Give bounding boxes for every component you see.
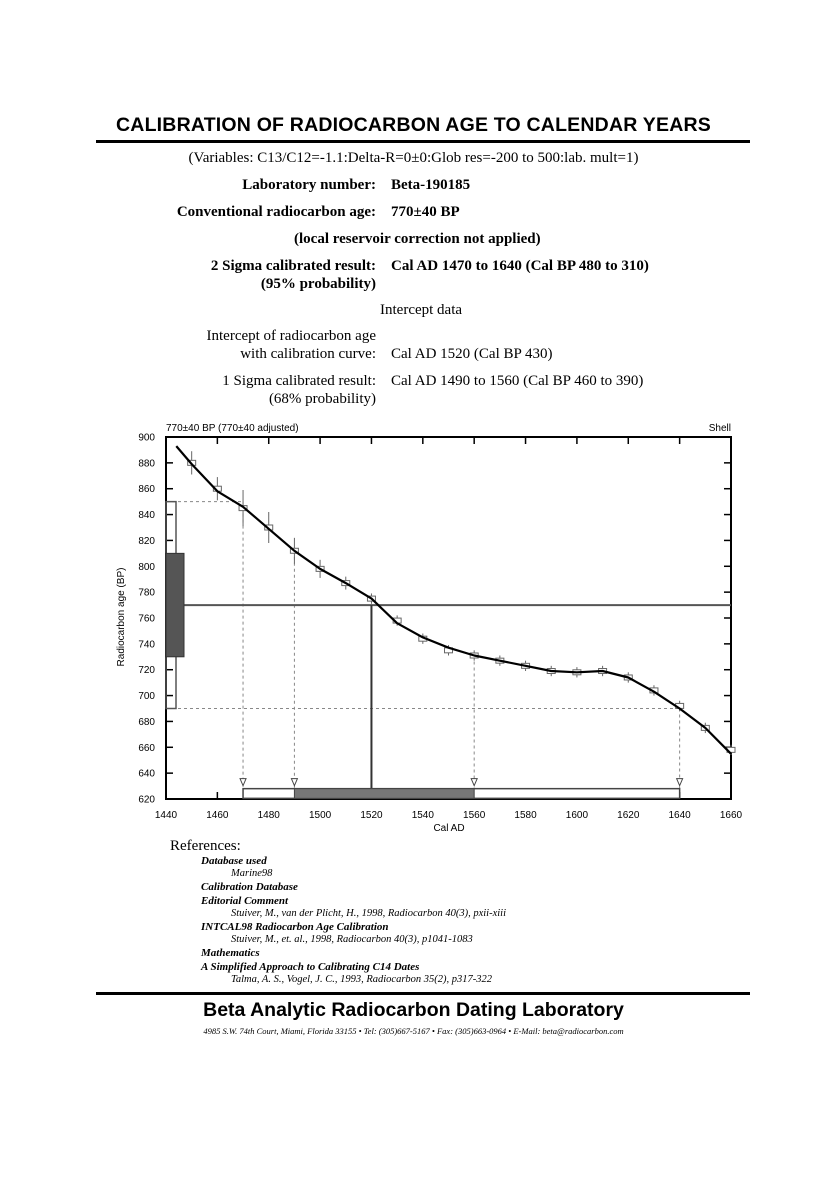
reference-title: A Simplified Approach to Calibrating C14 Dates xyxy=(201,960,420,973)
x-tick-label: 1580 xyxy=(514,810,537,821)
two-sigma-label: 2 Sigma calibrated result: xyxy=(210,258,376,274)
chart-top-left-label: 770±40 BP (770±40 adjusted) xyxy=(166,423,299,434)
x-tick-label: 1640 xyxy=(668,810,691,821)
y-tick-label: 720 xyxy=(138,665,155,677)
y-tick-label: 740 xyxy=(138,639,155,651)
footer-lab-name: Beta Analytic Radiocarbon Dating Laboratory xyxy=(203,999,624,1021)
range-marker xyxy=(677,779,683,786)
reference-text: Stuiver, M., et. al., 1998, Radiocarbon 40(3), p1041-1083 xyxy=(231,934,473,946)
intercept-label-2: with calibration curve: xyxy=(240,346,376,362)
x-tick-label: 1540 xyxy=(411,810,434,821)
range-marker xyxy=(471,779,477,786)
y-tick-label: 780 xyxy=(138,587,155,599)
reference-title: Calibration Database xyxy=(201,881,298,894)
x-tick-label: 1660 xyxy=(719,810,743,821)
reservoir-note: (local reservoir correction not applied) xyxy=(294,231,541,247)
x-tick-label: 1460 xyxy=(206,810,229,821)
y-tick-label: 860 xyxy=(138,484,155,496)
reference-title: INTCAL98 Radiocarbon Age Calibration xyxy=(201,921,389,933)
y-tick-label: 840 xyxy=(138,510,155,522)
lab-number-label: Laboratory number: xyxy=(242,177,376,193)
x-tick-label: 1500 xyxy=(308,810,332,821)
footer-address: 4985 S.W. 74th Court, Miami, Florida 33155 • Tel: (305)667-5167 • Fax: (305)663-0964 • E-Mail: beta@radiocarbon.com xyxy=(203,1026,624,1036)
y-tick-label: 800 xyxy=(138,561,155,573)
reference-title: Editorial Comment xyxy=(201,894,289,907)
reference-text: Talma, A. S., Vogel, J. C., 1993, Radiocarbon 35(2), p317-322 xyxy=(231,973,493,985)
one-sigma-age-bar xyxy=(166,553,184,656)
y-tick-label: 760 xyxy=(138,613,155,625)
references-heading: References: xyxy=(170,838,241,854)
reference-text: Stuiver, M., van der Plicht, H., 1998, Radiocarbon 40(3), pxii-xiii xyxy=(231,907,506,919)
conv-age-value: 770±40 BP xyxy=(391,204,460,220)
y-tick-label: 900 xyxy=(138,432,155,444)
y-tick-label: 620 xyxy=(138,794,155,806)
intercept-heading: Intercept data xyxy=(380,302,463,318)
x-tick-label: 1620 xyxy=(617,810,640,821)
two-sigma-probability: (95% probability) xyxy=(260,276,376,292)
x-tick-label: 1600 xyxy=(565,810,589,821)
y-tick-label: 680 xyxy=(138,716,155,728)
page-title: CALIBRATION OF RADIOCARBON AGE TO CALENDAR YEARS xyxy=(116,114,711,136)
y-tick-label: 820 xyxy=(138,535,155,547)
chart-top-right-label: Shell xyxy=(708,423,731,434)
x-tick-label: 1560 xyxy=(463,810,486,821)
y-tick-label: 640 xyxy=(138,768,155,780)
intercept-value: Cal AD 1520 (Cal BP 430) xyxy=(391,346,553,362)
intercept-label-1: Intercept of radiocarbon age xyxy=(206,328,376,344)
x-tick-label: 1480 xyxy=(257,810,280,821)
footer-rule xyxy=(96,992,750,995)
lab-number-value: Beta-190185 xyxy=(391,177,471,193)
range-marker xyxy=(240,779,246,786)
one-sigma-label: 1 Sigma calibrated result: xyxy=(222,373,376,389)
one-sigma-calendar-band xyxy=(294,789,474,799)
range-marker xyxy=(291,779,297,786)
two-sigma-value: Cal AD 1470 to 1640 (Cal BP 480 to 310) xyxy=(391,258,649,274)
reference-text: Marine98 xyxy=(231,868,273,880)
reference-title: Database used xyxy=(201,855,267,867)
y-axis-label: Radiocarbon age (BP) xyxy=(116,567,127,667)
one-sigma-probability: (68% probability) xyxy=(268,391,376,407)
reference-title: Mathematics xyxy=(201,947,260,960)
conv-age-label: Conventional radiocarbon age: xyxy=(176,204,376,220)
variables-line: (Variables: C13/C12=-1.1:Delta-R=0±0:Glob res=-200 to 500:lab. mult=1) xyxy=(188,150,639,166)
one-sigma-value: Cal AD 1490 to 1560 (Cal BP 460 to 390) xyxy=(391,373,644,389)
x-tick-label: 1440 xyxy=(154,810,178,821)
x-tick-label: 1520 xyxy=(360,810,383,821)
y-tick-label: 700 xyxy=(138,691,155,703)
x-axis-label: Cal AD xyxy=(433,823,465,834)
plot-frame xyxy=(166,437,731,799)
calibration-curve xyxy=(176,446,731,754)
y-tick-label: 880 xyxy=(138,458,155,470)
y-tick-label: 660 xyxy=(138,742,155,754)
